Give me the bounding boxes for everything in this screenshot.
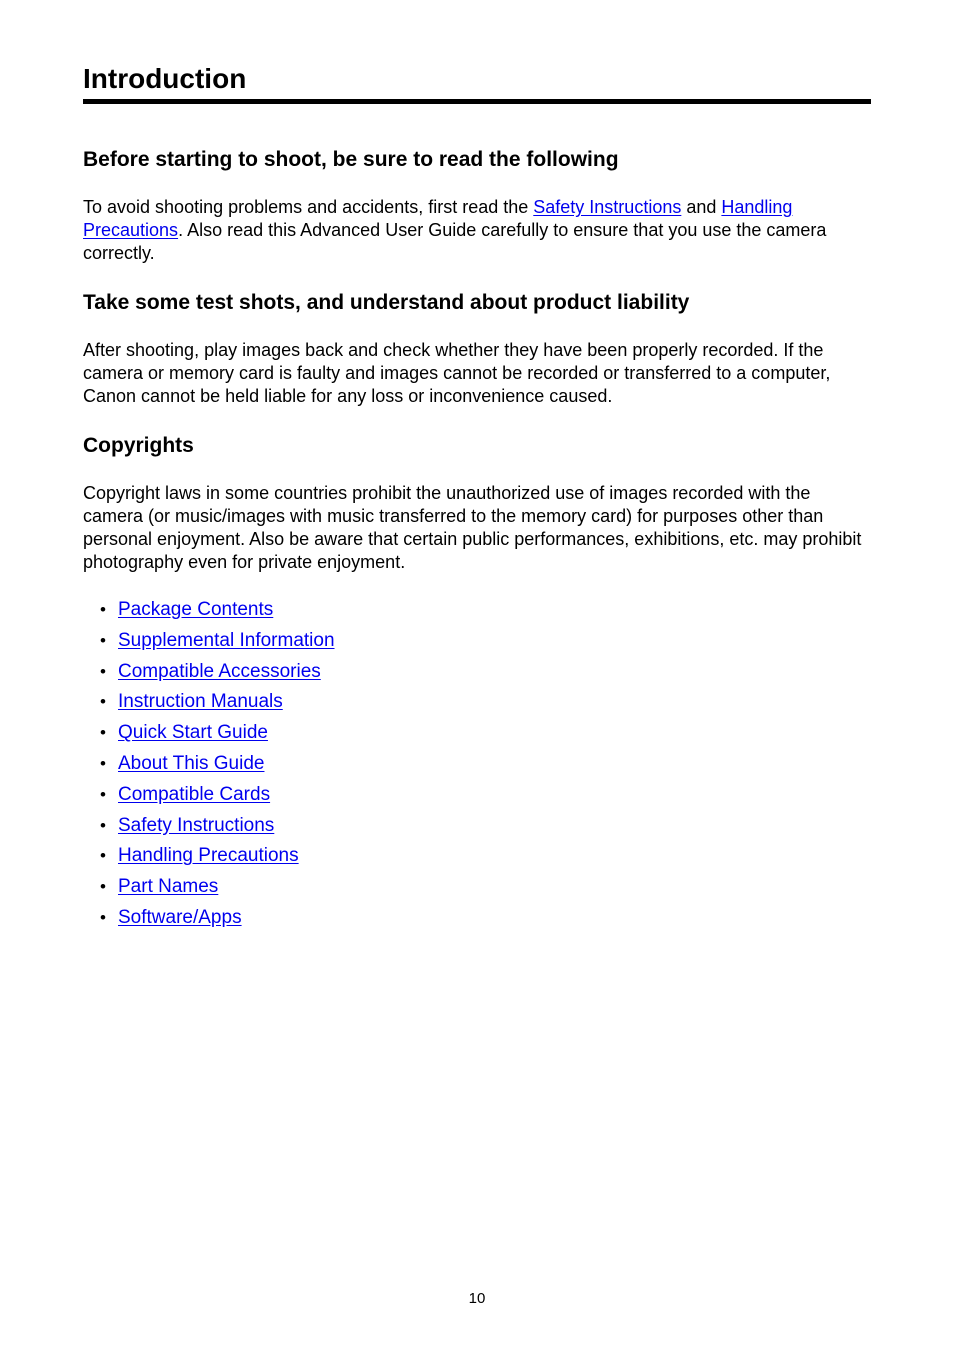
list-item (100, 905, 335, 936)
bullet-icon: • (100, 692, 106, 712)
page-title: Introduction (83, 63, 247, 94)
link-compatible-accessories[interactable]: Compatible Accessories (118, 660, 321, 682)
link-safety-instructions-inline[interactable]: Safety Instructions (533, 197, 682, 217)
link-about-this-guide[interactable]: About This Guide (118, 752, 265, 774)
bullet-icon: • (100, 784, 106, 804)
link-handling-precautions[interactable]: Handling Precautions (118, 845, 299, 867)
list-item (100, 751, 335, 782)
list-item (100, 659, 335, 690)
link-handling-precautions-inline[interactable]: Handling Precautions (83, 197, 793, 240)
text-segment: . Also read this Advanced User Guide carefully to ensure that you use the camera correctly. (83, 220, 827, 263)
link-compatible-cards[interactable]: Compatible Cards (118, 783, 271, 805)
bullet-icon: • (100, 846, 106, 866)
link-instruction-manuals[interactable]: Instruction Manuals (118, 691, 283, 713)
bullet-icon: • (100, 877, 106, 897)
section-heading-read-first: Before starting to shoot, be sure to read the following (83, 148, 619, 171)
link-safety-instructions[interactable]: Safety Instructions (118, 814, 275, 836)
bullet-icon: • (100, 907, 106, 927)
list-item (100, 874, 335, 905)
list-item (100, 628, 335, 659)
bullet-icon: • (100, 630, 106, 650)
link-supplemental-information[interactable]: Supplemental Information (118, 629, 335, 651)
list-item (100, 689, 335, 720)
bullet-icon: • (100, 600, 106, 619)
related-links-list (100, 597, 335, 936)
link-software-apps[interactable]: Software/Apps (118, 906, 242, 928)
text-segment: To avoid shooting problems and accidents, first read the (83, 197, 534, 217)
page-number: 10 (468, 1290, 486, 1307)
bullet-icon: • (100, 723, 106, 743)
section-text-read-first (83, 196, 868, 265)
section-heading-test-shots: Take some test shots, and understand about product liability (83, 291, 690, 314)
list-item (100, 813, 335, 844)
list-item (100, 720, 335, 751)
list-item (100, 843, 335, 874)
section-heading-copyrights: Copyrights (83, 434, 194, 457)
list-item (100, 782, 335, 813)
bullet-icon: • (100, 815, 106, 835)
link-quick-start-guide[interactable]: Quick Start Guide (118, 722, 268, 744)
title-rule (83, 99, 871, 104)
link-package-contents[interactable]: Package Contents (118, 599, 274, 620)
list-item (100, 597, 335, 628)
bullet-icon: • (100, 661, 106, 681)
bullet-icon: • (100, 753, 106, 773)
text-segment: and (681, 197, 722, 217)
section-text-test-shots: After shooting, play images back and check whether they have been properly recorded. If the camera or memory card is faulty and images cannot be recorded or transferred to a computer, Canon cannot be held liable for any loss or inconvenience caused. (83, 340, 831, 406)
link-part-names[interactable]: Part Names (118, 876, 219, 898)
section-text-copyrights: Copyright laws in some countries prohibit the unauthorized use of images recorded with the camera (or music/images with music transferred to the memory card) for purposes other than personal enjoyment. Also be aware that certain public performances, exhibitions, etc. may prohibit photography even for private enjoyment. (83, 483, 862, 572)
